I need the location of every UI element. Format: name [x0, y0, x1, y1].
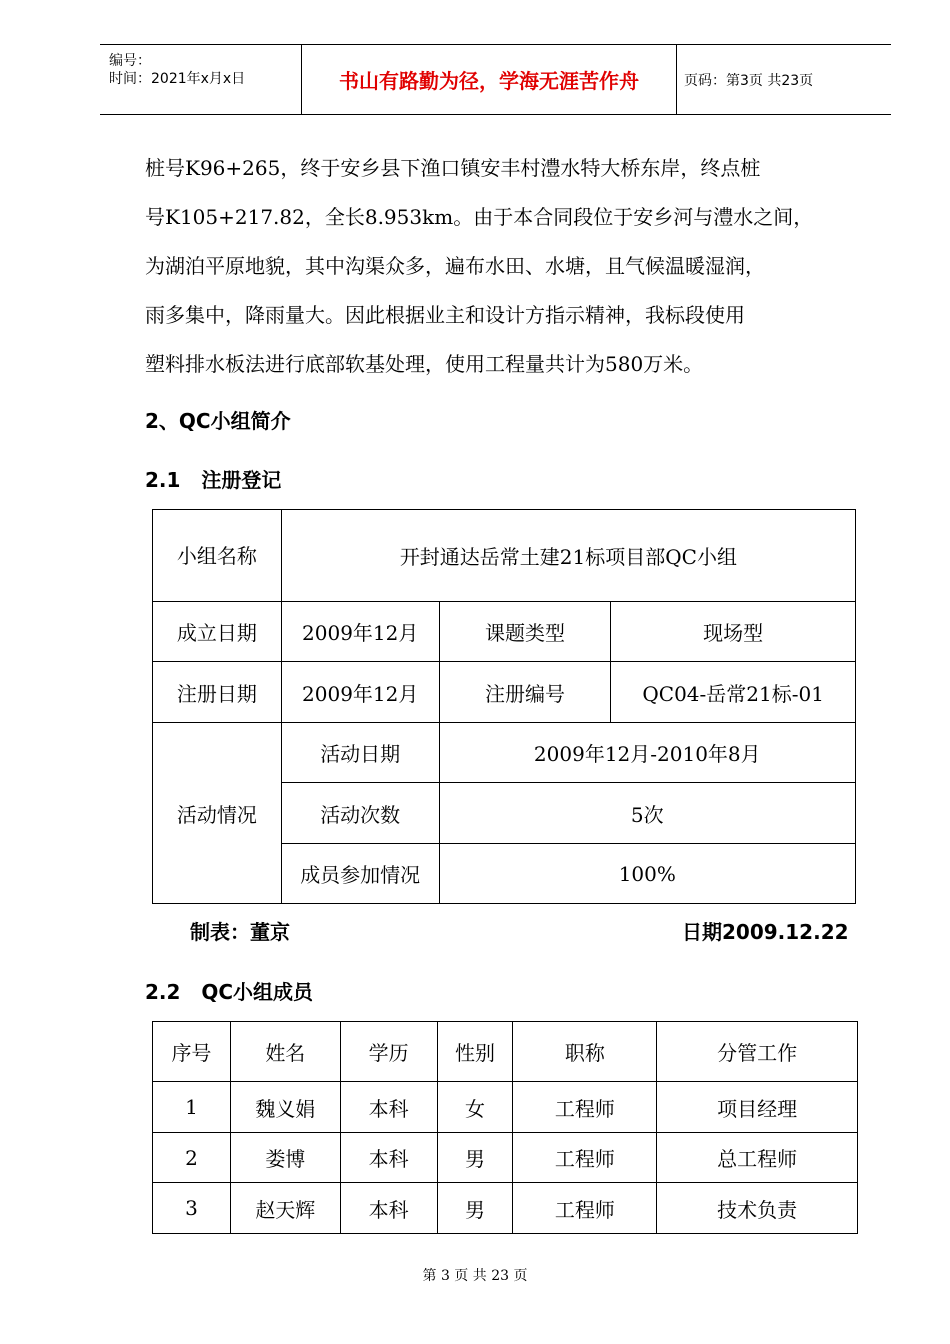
- col-header-duty: 分管工作: [657, 1022, 858, 1082]
- cell-duty: 项目经理: [657, 1082, 858, 1133]
- cell-title: 工程师: [513, 1082, 657, 1133]
- cell-index: 2: [153, 1133, 231, 1183]
- cell-title: 工程师: [513, 1183, 657, 1234]
- col-header-gender: 性别: [437, 1022, 513, 1082]
- registration-table: [152, 509, 856, 904]
- reg-date-value: 2009年12月: [281, 662, 439, 723]
- members-table: [152, 1021, 858, 1234]
- cell-index: 1: [153, 1082, 231, 1133]
- section-heading-members: 2.2 QC小组成员: [145, 980, 313, 1004]
- attendance-value: 100%: [439, 844, 855, 904]
- activity-label: 活动情况: [153, 723, 282, 904]
- page-footer: 第 3 页 共 23 页: [422, 1268, 528, 1284]
- reg-no-label: 注册编号: [439, 662, 611, 723]
- group-name-value: 开封通达岳常土建21标项目部QC小组: [281, 510, 855, 602]
- intro-line: 桩号K96+265，终于安乡县下渔口镇安丰村澧水特大桥东岸，终点桩: [145, 156, 761, 180]
- col-header-index: 序号: [153, 1022, 231, 1082]
- cell-gender: 男: [437, 1133, 513, 1183]
- members-header-row: [153, 1022, 858, 1082]
- table-row: [153, 1082, 858, 1133]
- reg-date-label: 注册日期: [153, 662, 282, 723]
- activity-count-value: 5次: [439, 783, 855, 844]
- col-header-name: 姓名: [230, 1022, 340, 1082]
- cell-duty: 总工程师: [657, 1133, 858, 1183]
- section-heading-qc-intro: 2、QC小组简介: [145, 409, 291, 433]
- cell-name: 赵天辉: [230, 1183, 340, 1234]
- page-header: [100, 44, 891, 115]
- header-meta: [100, 45, 301, 114]
- document-number-label: 编号：: [109, 53, 151, 69]
- header-page-number: 页码：第3页 共23页: [684, 72, 814, 89]
- table-maker: 制表：董京: [190, 920, 290, 944]
- cell-title: 工程师: [513, 1133, 657, 1183]
- table-row: [153, 1133, 858, 1183]
- cell-education: 本科: [340, 1183, 437, 1234]
- intro-line: 号K105+217.82，全长8.953km。由于本合同段位于安乡河与澧水之间，: [145, 205, 814, 229]
- group-name-label: 小组名称: [153, 510, 282, 602]
- activity-date-value: 2009年12月-2010年8月: [439, 723, 855, 783]
- founded-value: 2009年12月: [281, 602, 439, 662]
- intro-line: 塑料排水板法进行底部软基处理，使用工程量共计为580万米。: [145, 352, 704, 376]
- document-time-label: 时间：2021年x月x日: [109, 71, 246, 87]
- cell-index: 3: [153, 1183, 231, 1234]
- intro-line: 雨多集中，降雨量大。因此根据业主和设计方指示精神，我标段使用: [145, 303, 745, 327]
- reg-no-value: QC04-岳常21标-01: [611, 662, 856, 723]
- cell-education: 本科: [340, 1082, 437, 1133]
- activity-date-label: 活动日期: [281, 723, 439, 783]
- intro-line: 为湖泊平原地貌，其中沟渠众多，遍布水田、水塘，且气候温暖湿润，: [145, 254, 765, 278]
- cell-duty: 技术负责: [657, 1183, 858, 1234]
- activity-count-label: 活动次数: [281, 783, 439, 844]
- founded-label: 成立日期: [153, 602, 282, 662]
- intro-paragraph: [145, 144, 865, 389]
- cell-name: 娄博: [230, 1133, 340, 1183]
- cell-gender: 男: [437, 1183, 513, 1234]
- col-header-education: 学历: [340, 1022, 437, 1082]
- table-row: [153, 1183, 858, 1234]
- cell-education: 本科: [340, 1133, 437, 1183]
- col-header-title: 职称: [513, 1022, 657, 1082]
- table-date: 日期2009.12.22: [682, 920, 849, 944]
- cell-name: 魏义娟: [230, 1082, 340, 1133]
- topic-type-value: 现场型: [611, 602, 856, 662]
- attendance-label: 成员参加情况: [281, 844, 439, 904]
- topic-type-label: 课题类型: [439, 602, 611, 662]
- header-motto: 书山有路勤为径，学海无涯苦作舟: [301, 45, 677, 114]
- section-heading-registration: 2.1 注册登记: [145, 468, 282, 492]
- cell-gender: 女: [437, 1082, 513, 1133]
